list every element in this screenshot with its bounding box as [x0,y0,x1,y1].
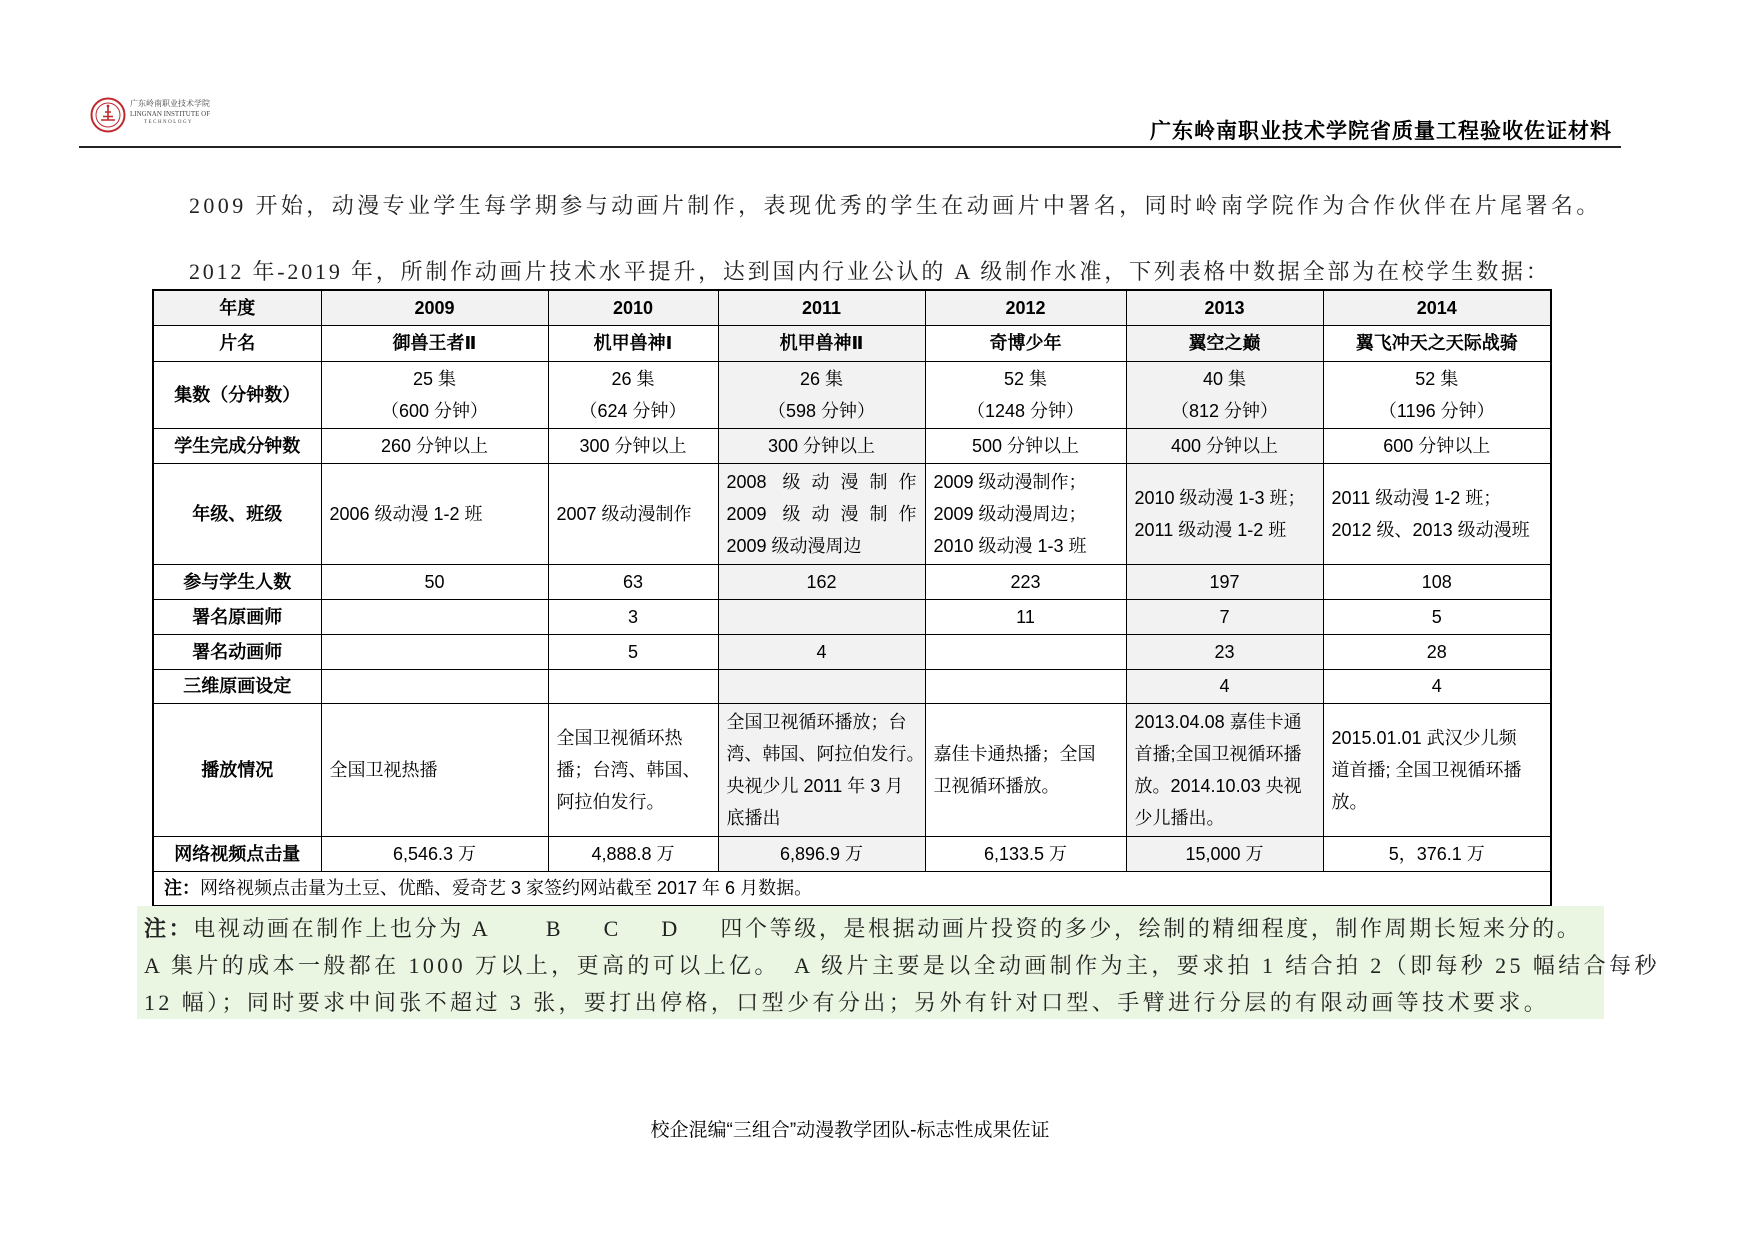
key-artists-2014 [1323,599,1551,634]
student-minutes-2014 [1323,428,1551,463]
cell-line: 卫视循环播放。 [933,775,1060,796]
cell-text: 三维原画设定 [183,676,292,696]
student-count-2013 [1126,564,1323,599]
table-row-student-count [153,564,1551,599]
header-divider [79,146,1621,148]
cell-line: 2011 级动漫 1-2 班 [1134,519,1287,540]
cell-text: 2009 [414,297,455,318]
online-views-2014 [1323,836,1551,871]
year-header-2010 [548,290,718,325]
cell-line: 嘉佳卡通热播；全国 [933,743,1096,764]
table-row-year [153,290,1551,325]
table-row-online-views [153,836,1551,871]
row-label-year [153,290,321,325]
episodes-2009 [321,361,548,428]
student-minutes-2013 [1126,428,1323,463]
cell-text: 5，376.1 万 [1388,843,1485,864]
cell-line: 播；台湾、韩国、 [556,759,701,780]
key-artists-2012 [925,599,1126,634]
cell-line: 2013.04.08 嘉佳卡通 [1134,711,1302,732]
cell-line: 全国卫视循环热 [556,727,683,748]
broadcast-2014 [1323,703,1551,836]
3d-design-2010 [548,669,718,703]
cell-text: 4 [816,641,827,662]
row-label-episodes [153,361,321,428]
year-header-2013 [1126,290,1323,325]
broadcast-2010 [548,703,718,836]
cell-line: 26 集 [611,368,655,389]
table-footnote [153,871,1551,906]
cell-text: 署名原画师 [192,606,283,627]
cell-text: 年度 [219,297,256,318]
intro-paragraph-1: 2009 开始，动漫专业学生每学期参与动画片制作，表现优秀的学生在动画片中署名，同时岭南学院作为合作伙伴在片尾署名。 [189,193,1602,218]
online-views-2009 [321,836,548,871]
student-count-2011 [718,564,925,599]
table-row-title [153,325,1551,361]
key-artists-2011 [718,599,925,634]
cell-text: 奇博少年 [989,333,1062,353]
animators-2013 [1126,634,1323,669]
cell-text: 63 [622,571,644,592]
title-2014 [1323,325,1551,361]
animators-2014 [1323,634,1551,669]
cell-line: 阿拉伯发行。 [556,791,665,812]
year-header-2009 [321,290,548,325]
grade-class-2012 [925,463,1126,564]
cell-text: 机甲兽神Ⅱ [779,333,864,353]
broadcast-2013 [1126,703,1323,836]
table-row-grade-class [153,463,1551,564]
page-footer: 校企混编“三组合”动漫教学团队-标志性成果佐证 [650,1120,1050,1141]
cell-line: （1248 分钟） [966,400,1085,421]
cell-line: 25 集 [412,368,457,389]
note-line-2: A 集片的成本一般都在 1000 万以上，更高的可以上亿。 A 级片主要是以全动画制作为主，要求拍 1 结合拍 2（即每秒 25 幅结合每秒 [144,953,1660,978]
cell-line: 52 集 [1003,368,1048,389]
note-label: 注： [144,916,194,941]
title-2012 [925,325,1126,361]
cell-text: 28 [1426,641,1447,662]
title-2011 [718,325,925,361]
cell-text: 5 [1431,606,1442,627]
cell-text: 2012 [1005,297,1046,318]
student-minutes-2010 [548,428,718,463]
cell-line: 52 集 [1415,368,1459,389]
table-row-key-artists [153,599,1551,634]
cell-text: 11 [1016,606,1035,627]
row-label-title [153,325,321,361]
cell-line: 40 集 [1202,368,1247,389]
title-2013 [1126,325,1323,361]
row-label-grade-class [153,463,321,564]
note-line-3: 12 幅）；同时要求中间张不超过 3 张，要打出停格，口型少有分出；另外有针对口型、手臂进行分层的有限动画等技术要求。 [144,990,1550,1015]
cell-text: 3 [627,606,638,627]
student-minutes-2009 [321,428,548,463]
grade-class-2014 [1323,463,1551,564]
animation-production-table [152,289,1552,907]
student-count-2010 [548,564,718,599]
student-minutes-2012 [925,428,1126,463]
grade-class-2009 [321,463,548,564]
table-row-note [153,871,1551,906]
row-label-3d-design [153,669,321,703]
row-label-student-count [153,564,321,599]
cell-text: 翼飞冲天之天际战骑 [1355,333,1518,353]
table-row-broadcast [153,703,1551,836]
year-header-2011 [718,290,925,325]
cell-text: 播放情况 [201,759,274,780]
table-row-3d-design [153,669,1551,703]
cell-line: （812 分钟） [1170,400,1279,421]
broadcast-2009 [321,703,548,836]
cell-text: 15,000 万 [1185,843,1264,864]
footnote-text: 网络视频点击量为土豆、优酷、爱奇艺 3 家签约网站截至 2017 年 6 月数据。 [200,878,813,899]
cell-text: 6,896.9 万 [779,843,864,864]
page-header-title: 广东岭南职业技术学院省质量工程验收佐证材料 [1150,120,1612,143]
cell-text: 600 分钟以上 [1383,435,1491,456]
3d-design-2012 [925,669,1126,703]
cell-line: 底播出 [726,807,781,828]
broadcast-2011 [718,703,925,836]
cell-line: 首播;全国卫视循环播 [1134,743,1302,764]
cell-text: 197 [1209,571,1240,592]
logo-english-name: LINGNAN INSTITUTE OF [130,110,211,118]
key-artists-2010 [548,599,718,634]
3d-design-2014 [1323,669,1551,703]
logo-chinese-name: 广东岭南职业技术学院 [130,99,210,108]
cell-text: 4 [1431,676,1442,696]
cell-text: 260 分钟以上 [380,435,489,456]
cell-text: 御兽王者Ⅱ [392,333,477,353]
student-minutes-2011 [718,428,925,463]
student-count-2009 [321,564,548,599]
cell-line: 2009 级动漫制作 [726,503,917,524]
key-artists-2009 [321,599,548,634]
cell-text: 400 分钟以上 [1170,435,1279,456]
footnote-label: 注： [164,878,200,899]
cell-text: 2013 [1204,297,1245,318]
row-label-key-artists [153,599,321,634]
cell-text: 2011 [801,297,842,318]
row-label-online-views [153,836,321,871]
cell-line: 2010 级动漫 1-3 班； [1134,487,1306,508]
student-count-2014 [1323,564,1551,599]
logo-english-name-2: TECHNOLOGY [144,120,194,125]
cell-text: 7 [1219,606,1230,627]
cell-text: 学生完成分钟数 [174,435,301,456]
cell-line: （600 分钟） [380,400,489,421]
episodes-2013 [1126,361,1323,428]
cell-text: 6,546.3 万 [392,843,477,864]
cell-line: 2009 级动漫周边； [933,503,1087,524]
cell-line: 2006 级动漫 1-2 班 [329,503,483,524]
cell-line: 2007 级动漫制作 [556,503,692,524]
cell-text: 500 分钟以上 [971,435,1080,456]
table-row-episodes [153,361,1551,428]
cell-text: 年级、班级 [192,503,283,524]
row-label-student-minutes [153,428,321,463]
cell-text: 108 [1421,571,1452,592]
cell-text: 署名动画师 [192,641,283,662]
cell-text: 300 分钟以上 [579,435,687,456]
online-views-2012 [925,836,1126,871]
animators-2010 [548,634,718,669]
year-header-2014 [1323,290,1551,325]
title-2009 [321,325,548,361]
cell-text: 300 分钟以上 [767,435,876,456]
cell-text: 162 [806,571,837,592]
cell-line: （598 分钟） [767,400,876,421]
cell-text: 223 [1010,571,1041,592]
cell-line: 少儿播出。 [1134,807,1225,828]
cell-text: 50 [424,571,445,592]
title-2010 [548,325,718,361]
3d-design-2013 [1126,669,1323,703]
online-views-2011 [718,836,925,871]
school-logo-text [130,98,240,127]
cell-text: 23 [1214,641,1235,662]
cell-text: 网络视频点击量 [174,843,301,864]
cell-text: 翼空之巅 [1188,333,1261,353]
school-logo-icon [90,97,126,133]
intro-paragraph-2: 2012 年-2019 年，所制作动画片技术水平提升，达到国内行业公认的 A 级制作水准，下列表格中数据全部为在校学生数据： [189,259,1551,284]
note-line-1 [144,914,1581,944]
3d-design-2009 [321,669,548,703]
row-label-animators [153,634,321,669]
cell-line: 央视少儿 2011 年 3 月 [726,775,904,796]
episodes-2010 [548,361,718,428]
cell-text: 4 [1219,676,1230,696]
cell-line: 2012 级、2013 级动漫班 [1331,519,1530,540]
cell-line: （624 分钟） [579,400,687,421]
cell-line: 全国卫视热播 [329,759,438,780]
key-artists-2013 [1126,599,1323,634]
grade-class-2013 [1126,463,1323,564]
cell-line: 放。2014.10.03 央视 [1134,775,1302,796]
table-row-student-minutes [153,428,1551,463]
cell-text: 机甲兽神Ⅰ [593,333,673,353]
year-header-2012 [925,290,1126,325]
cell-text: 集数（分钟数） [174,384,301,405]
note-text: 电视动画在制作上也分为 A B C D 四个等级，是根据动画片投资的多少，绘制的精细程度，制作周期长短来分的。 [193,916,1582,941]
episodes-2014 [1323,361,1551,428]
row-label-broadcast [153,703,321,836]
episodes-2012 [925,361,1126,428]
grade-class-2010 [548,463,718,564]
online-views-2013 [1126,836,1323,871]
cell-text: 2014 [1416,297,1457,318]
student-count-2012 [925,564,1126,599]
animators-2009 [321,634,548,669]
online-views-2010 [548,836,718,871]
cell-text: 2010 [612,297,654,318]
cell-line: 26 集 [799,368,844,389]
cell-text: 6,133.5 万 [983,843,1068,864]
animators-2012 [925,634,1126,669]
cell-text: 片名 [219,333,256,353]
cell-line: 湾、韩国、阿拉伯发行。 [726,743,925,764]
cell-text: 5 [627,641,638,662]
grade-class-2011 [718,463,925,564]
episodes-2011 [718,361,925,428]
animators-2011 [718,634,925,669]
highlighted-note-block [137,906,1660,1019]
cell-line: 2009 级动漫制作； [933,471,1087,492]
cell-text: 4,888.8 万 [591,843,675,864]
cell-line: （1196 分钟） [1378,400,1495,421]
table-row-animators [153,634,1551,669]
cell-line: 全国卫视循环播放；台 [726,711,907,732]
cell-line: 2011 级动漫 1-2 班； [1331,487,1502,508]
cell-line: 道首播; 全国卫视循环播 [1331,759,1522,780]
cell-line: 2008 级动漫制作 [726,471,917,492]
broadcast-2012 [925,703,1126,836]
cell-line: 2010 级动漫 1-3 班 [933,535,1087,556]
cell-line: 2009 级动漫周边 [726,535,862,556]
cell-line: 放。 [1331,791,1368,812]
cell-line: 2015.01.01 武汉少儿频 [1331,727,1517,748]
3d-design-2011 [718,669,925,703]
cell-text: 参与学生人数 [183,571,292,592]
